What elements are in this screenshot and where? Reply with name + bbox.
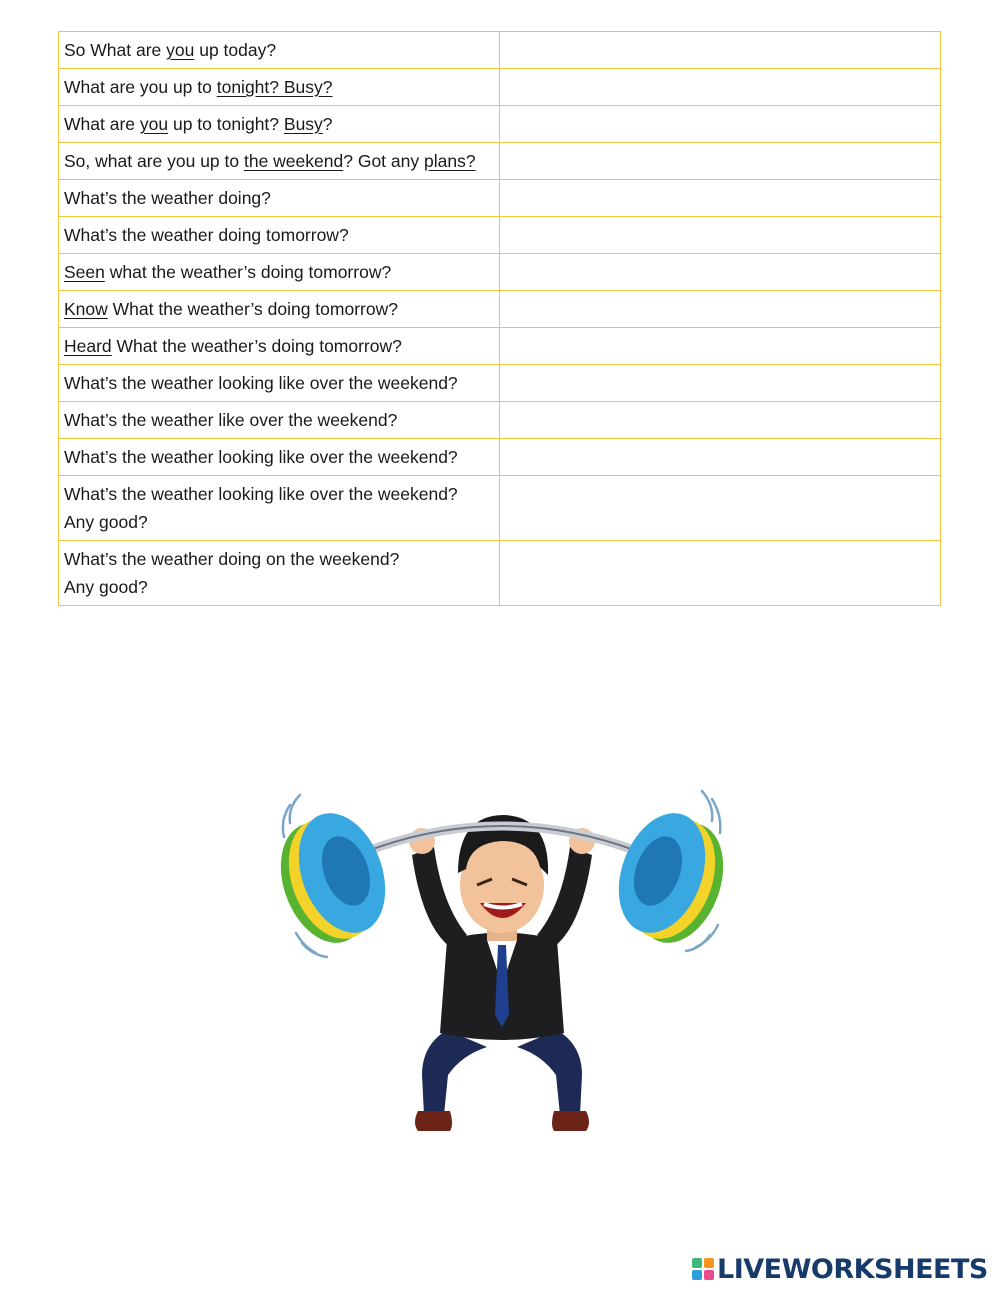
underlined-text: you bbox=[166, 40, 195, 60]
logo-square bbox=[704, 1258, 714, 1268]
table-row bbox=[59, 143, 941, 180]
logo-square bbox=[692, 1270, 702, 1280]
phrases-table-body bbox=[59, 32, 941, 606]
underlined-text: tonight? Busy? bbox=[216, 77, 333, 97]
question-text: What’s the weather looking like over the weekend? bbox=[64, 484, 458, 504]
question-text: up today? bbox=[194, 40, 277, 60]
question-text: What’s the weather looking like over the weekend? bbox=[64, 373, 458, 393]
table-row bbox=[59, 217, 941, 254]
underlined-text: Busy bbox=[283, 114, 323, 134]
question-text: ? Got any bbox=[343, 151, 424, 171]
table-row bbox=[59, 541, 941, 606]
answer-cell[interactable] bbox=[500, 328, 941, 365]
answer-cell[interactable] bbox=[500, 217, 941, 254]
answer-cell[interactable] bbox=[500, 365, 941, 402]
underlined-text: plans? bbox=[423, 151, 476, 171]
table-row bbox=[59, 180, 941, 217]
logo-square bbox=[692, 1258, 702, 1268]
question-text: So, what are you up to bbox=[64, 151, 244, 171]
question-cell bbox=[59, 291, 500, 328]
question-cell bbox=[59, 143, 500, 180]
answer-cell[interactable] bbox=[500, 69, 941, 106]
answer-cell[interactable] bbox=[500, 402, 941, 439]
question-cell bbox=[59, 365, 500, 402]
question-text: What are you up to bbox=[64, 77, 217, 97]
question-cell bbox=[59, 69, 500, 106]
question-text: What’s the weather like over the weekend? bbox=[64, 410, 398, 430]
answer-cell[interactable] bbox=[500, 291, 941, 328]
question-cell bbox=[59, 402, 500, 439]
question-cell bbox=[59, 180, 500, 217]
table-row bbox=[59, 32, 941, 69]
question-cell bbox=[59, 106, 500, 143]
table-row bbox=[59, 291, 941, 328]
underlined-text: Know bbox=[64, 299, 108, 319]
question-text: What’s the weather doing on the weekend? bbox=[64, 549, 400, 569]
question-text: up to tonight? bbox=[168, 114, 284, 134]
question-cell bbox=[59, 476, 500, 541]
underlined-text: you bbox=[139, 114, 169, 134]
question-cell bbox=[59, 328, 500, 365]
table-row bbox=[59, 365, 941, 402]
answer-cell[interactable] bbox=[500, 106, 941, 143]
question-text: what the weather’s doing tomorrow? bbox=[104, 262, 392, 282]
answer-cell[interactable] bbox=[500, 32, 941, 69]
question-cell bbox=[59, 439, 500, 476]
question-text: Any good? bbox=[64, 577, 148, 597]
table-row bbox=[59, 439, 941, 476]
question-text: What the weather’s doing tomorrow? bbox=[111, 336, 402, 356]
weightlifter-avatar-icon bbox=[272, 775, 732, 1140]
underlined-text: Heard bbox=[64, 336, 112, 356]
logo-square bbox=[704, 1270, 714, 1280]
brand-name: LIVEWORKSHEETS bbox=[717, 1253, 988, 1285]
question-text: So What are bbox=[64, 40, 167, 60]
phrases-table bbox=[58, 31, 941, 606]
question-text: What’s the weather doing tomorrow? bbox=[64, 225, 349, 245]
liveworksheets-brand bbox=[692, 1254, 988, 1284]
question-cell bbox=[59, 254, 500, 291]
question-text: What’s the weather doing? bbox=[64, 188, 271, 208]
answer-cell[interactable] bbox=[500, 476, 941, 541]
liveworksheets-logo-icon bbox=[692, 1258, 714, 1280]
question-text: What are bbox=[64, 114, 140, 134]
table-row bbox=[59, 476, 941, 541]
underlined-text: Seen bbox=[64, 262, 105, 282]
table-row bbox=[59, 328, 941, 365]
answer-cell[interactable] bbox=[500, 180, 941, 217]
question-text: Any good? bbox=[64, 512, 148, 532]
underlined-text: the weekend bbox=[243, 151, 344, 171]
question-text: ? bbox=[322, 114, 333, 134]
question-cell bbox=[59, 217, 500, 254]
table-row bbox=[59, 106, 941, 143]
question-text: What the weather’s doing tomorrow? bbox=[107, 299, 398, 319]
table-row bbox=[59, 402, 941, 439]
question-cell bbox=[59, 32, 500, 69]
answer-cell[interactable] bbox=[500, 143, 941, 180]
answer-cell[interactable] bbox=[500, 439, 941, 476]
table-row bbox=[59, 254, 941, 291]
table-row bbox=[59, 69, 941, 106]
question-cell bbox=[59, 541, 500, 606]
answer-cell[interactable] bbox=[500, 254, 941, 291]
answer-cell[interactable] bbox=[500, 541, 941, 606]
question-text: What’s the weather looking like over the weekend? bbox=[64, 447, 458, 467]
